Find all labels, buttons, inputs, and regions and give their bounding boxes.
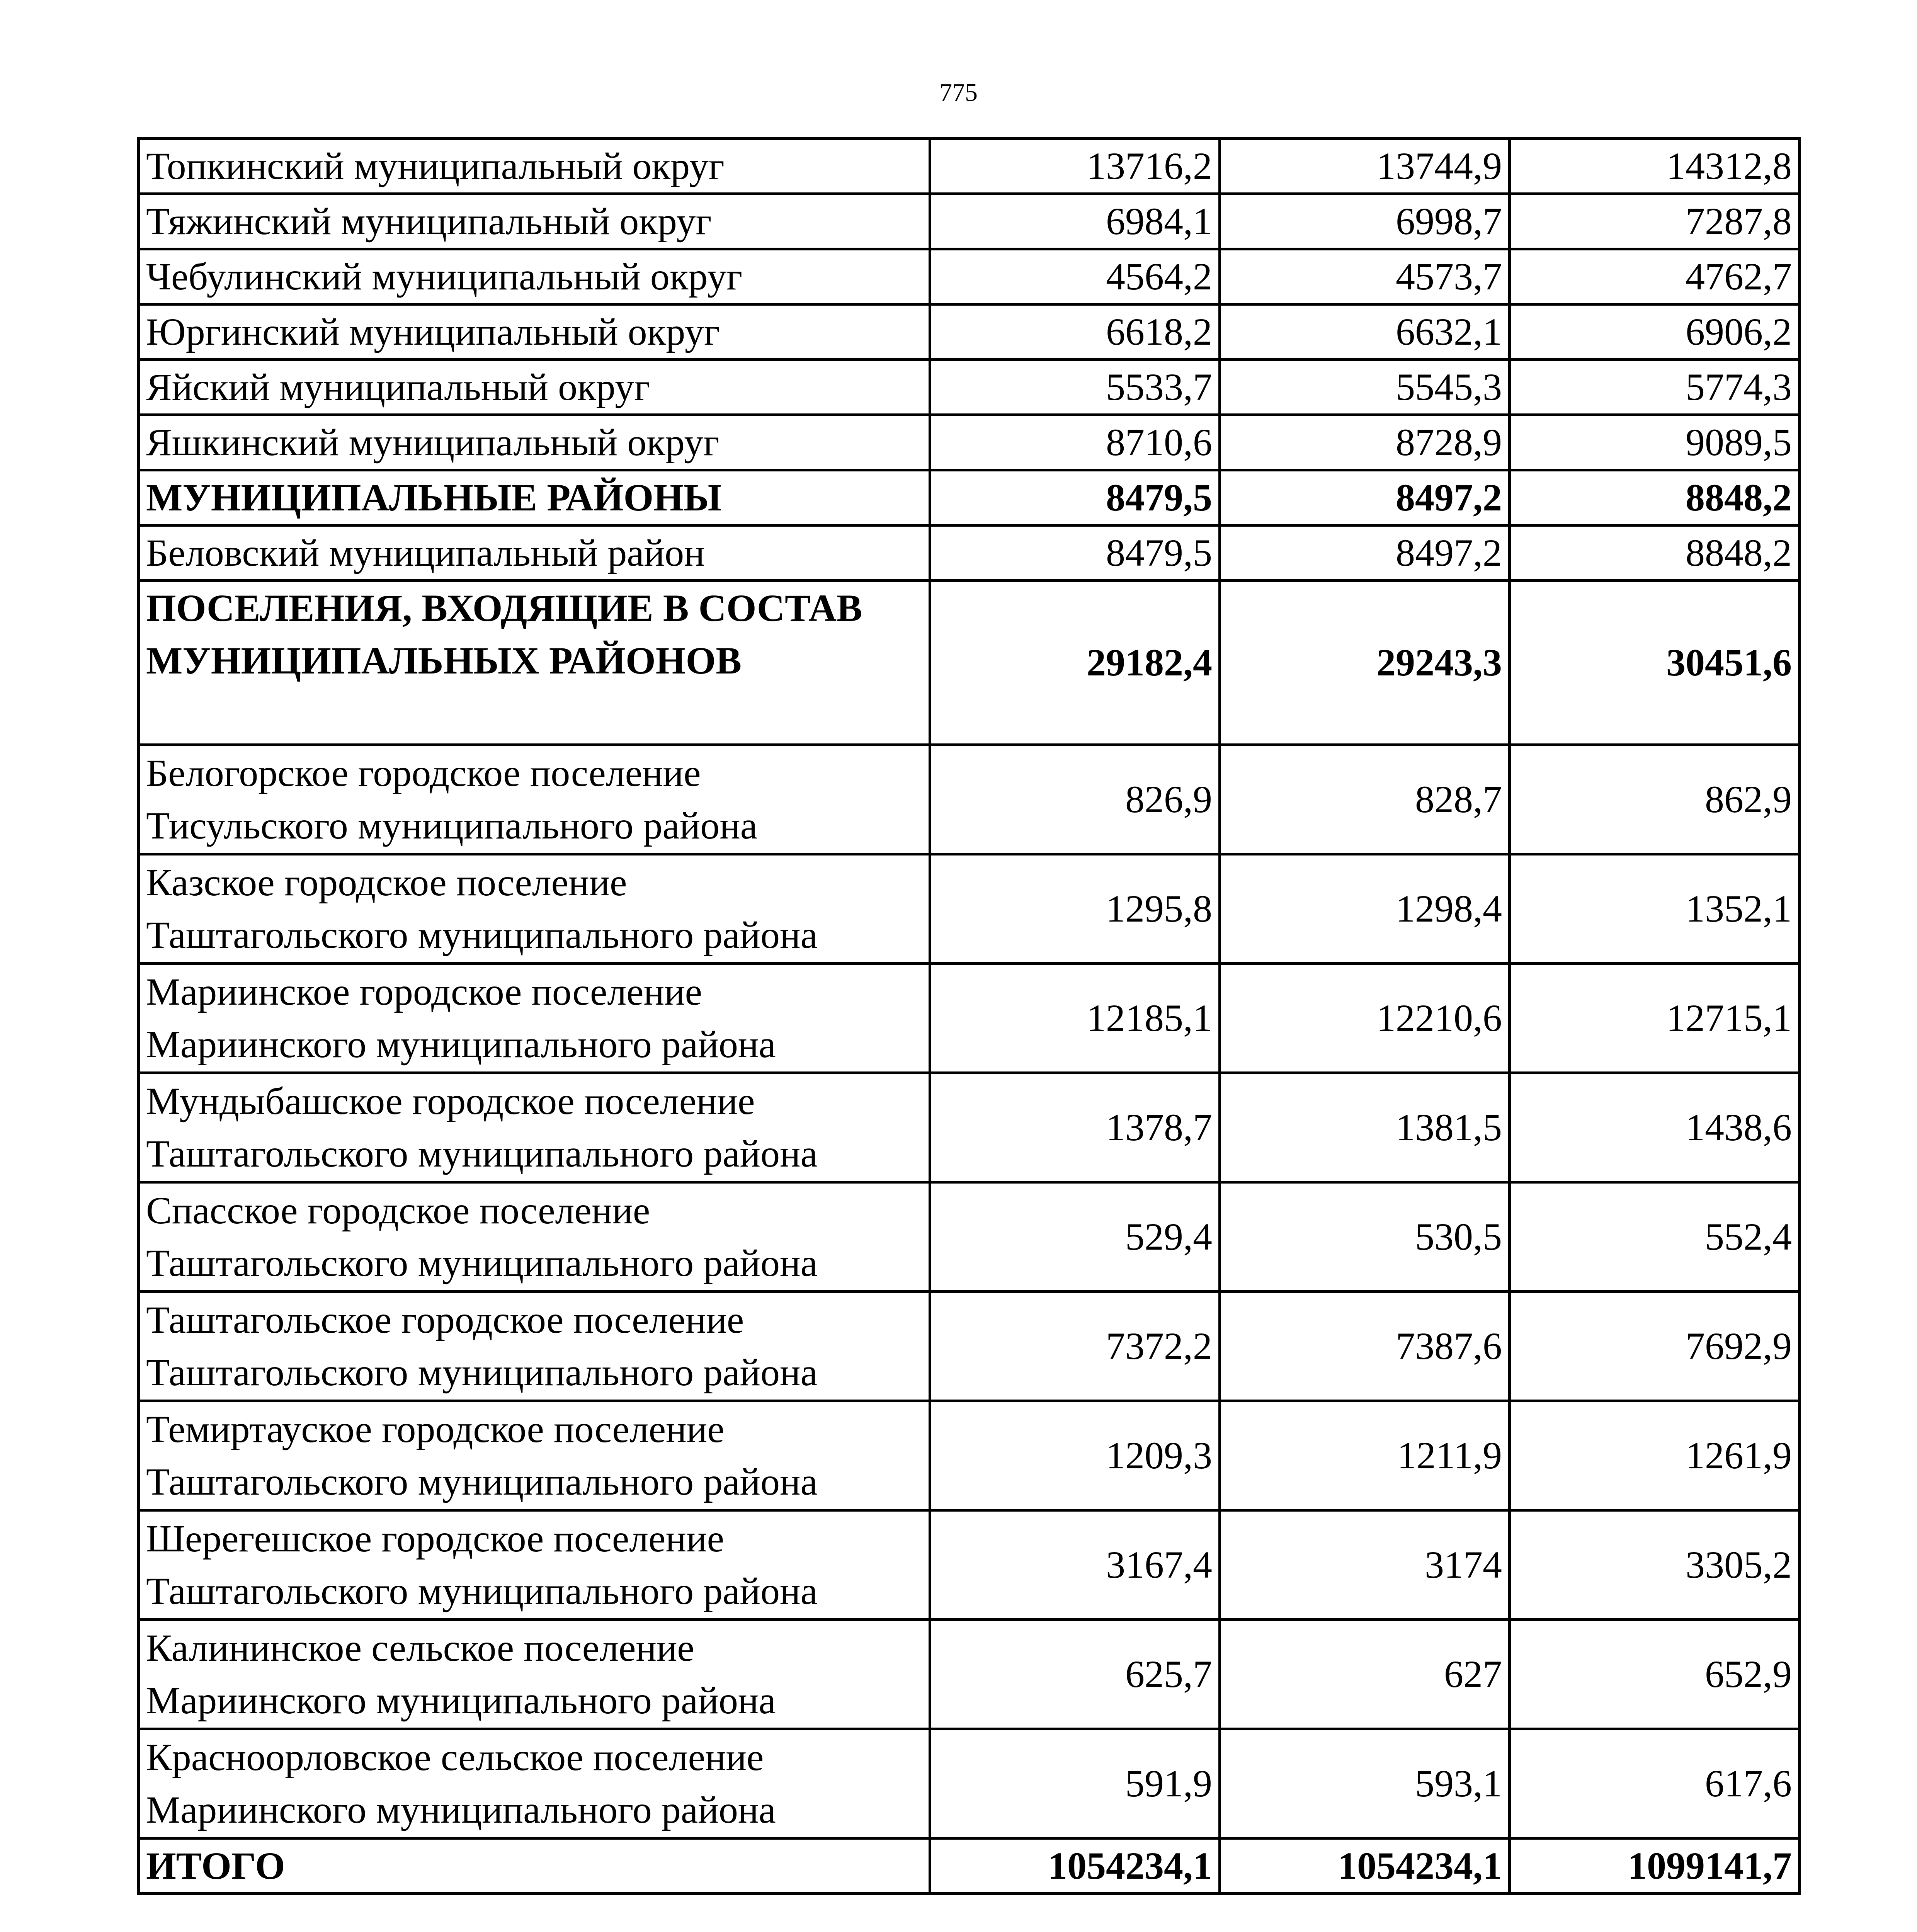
row-name: Казское городское поселение Таштагольского муниципального района bbox=[139, 854, 930, 964]
table-row bbox=[139, 1729, 1800, 1838]
section-value-2: 29243,3 bbox=[1220, 581, 1510, 745]
section-row bbox=[139, 581, 1800, 745]
row-value-3: 652,9 bbox=[1510, 1620, 1800, 1729]
row-value-2: 12210,6 bbox=[1220, 964, 1510, 1073]
row-value-2: 3174 bbox=[1220, 1510, 1510, 1620]
table-row bbox=[139, 1182, 1800, 1292]
table-row bbox=[139, 1292, 1800, 1401]
row-value-2: 6632,1 bbox=[1220, 304, 1510, 360]
row-name: Яйский муниципальный округ bbox=[139, 360, 930, 415]
row-value-3: 9089,5 bbox=[1510, 415, 1800, 470]
row-name: Чебулинский муниципальный округ bbox=[139, 249, 930, 304]
table-row bbox=[139, 194, 1800, 249]
section-value-1: 8479,5 bbox=[930, 470, 1220, 526]
row-value-2: 13744,9 bbox=[1220, 139, 1510, 194]
row-value-1: 529,4 bbox=[930, 1182, 1220, 1292]
row-value-1: 1209,3 bbox=[930, 1401, 1220, 1510]
table-row bbox=[139, 139, 1800, 194]
row-value-3: 862,9 bbox=[1510, 745, 1800, 854]
row-value-3: 8848,2 bbox=[1510, 526, 1800, 581]
row-value-3: 617,6 bbox=[1510, 1729, 1800, 1838]
row-name: Тяжинский муниципальный округ bbox=[139, 194, 930, 249]
row-value-3: 552,4 bbox=[1510, 1182, 1800, 1292]
row-name: Таштагольское городское поселение Таштагольского муниципального района bbox=[139, 1292, 930, 1401]
section-value-2: 8497,2 bbox=[1220, 470, 1510, 526]
row-name: Мариинское городское поселение Мариинского муниципального района bbox=[139, 964, 930, 1073]
total-value-1: 1054234,1 bbox=[930, 1838, 1220, 1894]
row-value-3: 6906,2 bbox=[1510, 304, 1800, 360]
row-name: Шерегешское городское поселение Таштагольского муниципального района bbox=[139, 1510, 930, 1620]
row-value-2: 8728,9 bbox=[1220, 415, 1510, 470]
row-value-1: 1295,8 bbox=[930, 854, 1220, 964]
section-value-1: 29182,4 bbox=[930, 581, 1220, 745]
page-number: 775 bbox=[939, 78, 978, 107]
section-row bbox=[139, 470, 1800, 526]
row-value-2: 7387,6 bbox=[1220, 1292, 1510, 1401]
row-name: Калининское сельское поселение Мариинского муниципального района bbox=[139, 1620, 930, 1729]
row-value-3: 14312,8 bbox=[1510, 139, 1800, 194]
row-value-2: 1211,9 bbox=[1220, 1401, 1510, 1510]
table-row bbox=[139, 304, 1800, 360]
row-value-1: 625,7 bbox=[930, 1620, 1220, 1729]
row-value-3: 12715,1 bbox=[1510, 964, 1800, 1073]
row-name: Юргинский муниципальный округ bbox=[139, 304, 930, 360]
row-value-1: 826,9 bbox=[930, 745, 1220, 854]
row-value-1: 5533,7 bbox=[930, 360, 1220, 415]
total-row bbox=[139, 1838, 1800, 1894]
row-value-2: 593,1 bbox=[1220, 1729, 1510, 1838]
row-value-2: 4573,7 bbox=[1220, 249, 1510, 304]
budget-table bbox=[137, 137, 1801, 1895]
table-row bbox=[139, 526, 1800, 581]
row-name: Яшкинский муниципальный округ bbox=[139, 415, 930, 470]
row-value-1: 8710,6 bbox=[930, 415, 1220, 470]
row-value-2: 627 bbox=[1220, 1620, 1510, 1729]
table-row bbox=[139, 360, 1800, 415]
total-value-3: 1099141,7 bbox=[1510, 1838, 1800, 1894]
row-value-1: 591,9 bbox=[930, 1729, 1220, 1838]
row-name: Белогорское городское поселение Тисульского муниципального района bbox=[139, 745, 930, 854]
row-name: Мундыбашское городское поселение Таштагольского муниципального района bbox=[139, 1073, 930, 1182]
section-value-3: 30451,6 bbox=[1510, 581, 1800, 745]
table-row bbox=[139, 1401, 1800, 1510]
row-value-2: 6998,7 bbox=[1220, 194, 1510, 249]
total-value-2: 1054234,1 bbox=[1220, 1838, 1510, 1894]
row-value-3: 7287,8 bbox=[1510, 194, 1800, 249]
row-name: Топкинский муниципальный округ bbox=[139, 139, 930, 194]
row-value-2: 828,7 bbox=[1220, 745, 1510, 854]
row-value-1: 6618,2 bbox=[930, 304, 1220, 360]
row-value-3: 5774,3 bbox=[1510, 360, 1800, 415]
row-value-1: 8479,5 bbox=[930, 526, 1220, 581]
table-row bbox=[139, 854, 1800, 964]
row-value-3: 1352,1 bbox=[1510, 854, 1800, 964]
row-value-2: 5545,3 bbox=[1220, 360, 1510, 415]
row-value-2: 1298,4 bbox=[1220, 854, 1510, 964]
row-value-1: 1378,7 bbox=[930, 1073, 1220, 1182]
row-value-1: 12185,1 bbox=[930, 964, 1220, 1073]
table-row bbox=[139, 745, 1800, 854]
table-row bbox=[139, 1510, 1800, 1620]
row-value-1: 7372,2 bbox=[930, 1292, 1220, 1401]
row-value-1: 6984,1 bbox=[930, 194, 1220, 249]
table-row bbox=[139, 1620, 1800, 1729]
total-label: ИТОГО bbox=[139, 1838, 930, 1894]
table-row bbox=[139, 249, 1800, 304]
row-value-1: 3167,4 bbox=[930, 1510, 1220, 1620]
section-name: МУНИЦИПАЛЬНЫЕ РАЙОНЫ bbox=[139, 470, 930, 526]
row-value-3: 1438,6 bbox=[1510, 1073, 1800, 1182]
table-row bbox=[139, 415, 1800, 470]
row-value-3: 3305,2 bbox=[1510, 1510, 1800, 1620]
row-value-2: 8497,2 bbox=[1220, 526, 1510, 581]
table-row bbox=[139, 1073, 1800, 1182]
section-value-3: 8848,2 bbox=[1510, 470, 1800, 526]
section-name: ПОСЕЛЕНИЯ, ВХОДЯЩИЕ В СОСТАВ МУНИЦИПАЛЬНЫХ РАЙОНОВ bbox=[139, 581, 930, 745]
row-value-3: 7692,9 bbox=[1510, 1292, 1800, 1401]
row-name: Спасское городское поселение Таштагольского муниципального района bbox=[139, 1182, 930, 1292]
row-value-3: 4762,7 bbox=[1510, 249, 1800, 304]
row-value-3: 1261,9 bbox=[1510, 1401, 1800, 1510]
table-row bbox=[139, 964, 1800, 1073]
row-name: Темиртауское городское поселение Таштагольского муниципального района bbox=[139, 1401, 930, 1510]
row-value-1: 13716,2 bbox=[930, 139, 1220, 194]
row-name: Красноорловское сельское поселение Мариинского муниципального района bbox=[139, 1729, 930, 1838]
row-value-2: 1381,5 bbox=[1220, 1073, 1510, 1182]
row-name: Беловский муниципальный район bbox=[139, 526, 930, 581]
row-value-2: 530,5 bbox=[1220, 1182, 1510, 1292]
row-value-1: 4564,2 bbox=[930, 249, 1220, 304]
